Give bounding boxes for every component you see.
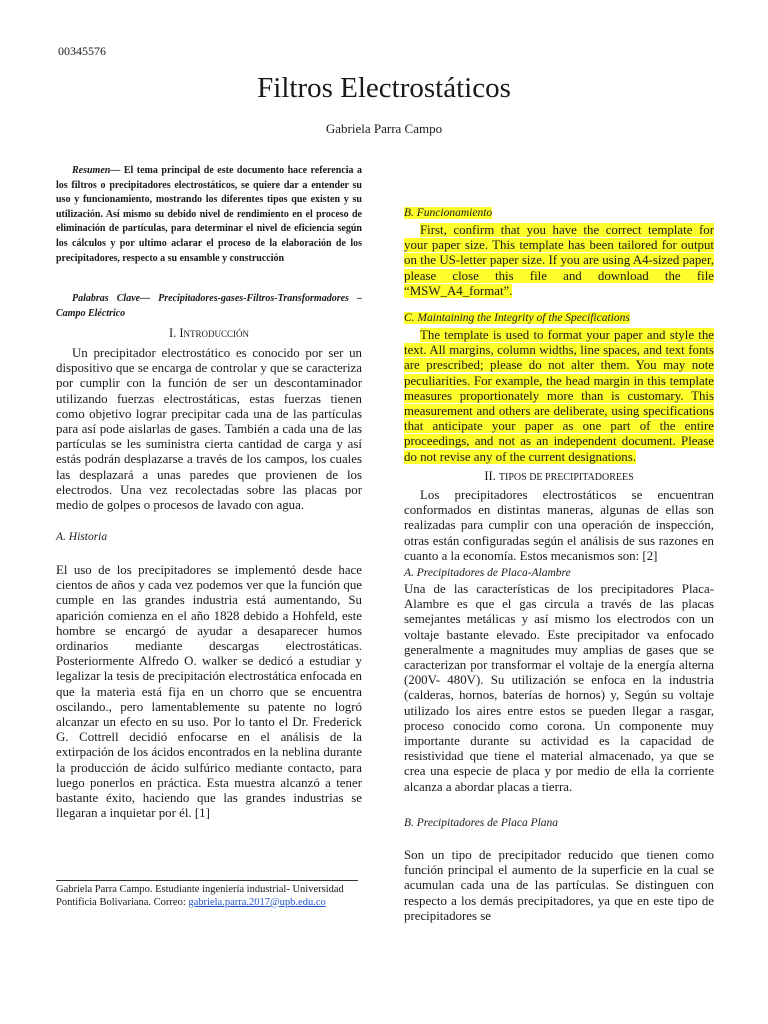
footnote (56, 884, 362, 909)
footnote-text: Gabriela Parra Campo. Estudiante ingeniería industrial- Universidad Pontificia Bolivariana. Correo: (56, 884, 344, 908)
document-id: 00345576 (58, 44, 106, 58)
section-heading (56, 326, 362, 341)
section-number: I. (168, 326, 177, 340)
section-title: Introducción (179, 326, 250, 340)
subsection-heading: A. Precipitadores de Placa-Alambre (404, 567, 571, 579)
paragraph: El uso de los precipitadores se implementó desde hace cientos de años y cada vez podemos ver que la función que cumple en las grandes industria está aumentando, Su aparición comienza en el año 1828 debido a Hohfeld, este hombre se encargó de ayudar a desaparecer humos ordinarios mediante descargas electrostáticas. Posteriormente Alfredo O. walker se dedicó a estudiar y legalizar la tesis de precipitación electrostática enfocada en que la materia está fija en un chorro que se encuentra oscilando., pero lamentablemente su patente no logró alcanzar un efecto en su uso. Por lo tanto el Dr. Frederick G. Cottrell decidió enfocarse en el análisis de la extirpación de los ácidos encontrados en la neblina durante la producción de ácido sulfúrico mediante contacto, para luego ponerlos en práctica. Esta muestra alcanzó a tener bastante éxito, haciendo que las grandes industrias se llegaran a inquietar por él. [1] (56, 563, 362, 821)
abstract (56, 164, 362, 266)
keywords (56, 292, 362, 321)
subsection-placa-alambre (404, 567, 714, 795)
subsection-heading: C. Maintaining the Integrity of the Specifications (404, 312, 630, 324)
subsection-heading: B. Funcionamiento (404, 207, 493, 219)
section-number: II. (484, 469, 496, 483)
section-tipos (404, 469, 714, 564)
paragraph: Un precipitador electrostático es conocido por ser un dispositivo que se encarga de controlar y que se caracteriza por cumplir con la función de ser un descontaminador utilizando fuerzas electrostáticas, estas fuerzas tienen como objetivo lograr precipitar cada una de las partículas para así pode aislarlas de gases. También a cada una de las partículas se les suministra cierta cantidad de carga y así estás podrán desplazarse a través de los campos, los cuales las desplazará a unas paredes que provienen de los electrodos. Una vez recolectadas sobre las placas por medio de golpes o procesos de lavado con agua. (56, 346, 362, 513)
abstract-text: El tema principal de este documento hace referencia a los filtros o precipitadores electrostáticos, se quiere dar a entender su uso y funcionamiento, mostrando los diferentes tipos que existen y su utilización. Así mismo su debido nivel de rendimiento en el proceso de eliminación de partículas, para determinar el nivel de eficiencia según los cálculos y por ultimo aclarar el proceso de la elaboración de los precipitadores, respecto a su ensamble y construcción (56, 165, 362, 264)
paragraph: Los precipitadores electrostáticos se encuentran conformados en distintas maneras, algunas de ellas son realizadas para cumplir con una operación de inspección, otras están configuradas según el análisis de sus razones en cuanto a la economía. Estos mecanismos son: [2] (404, 488, 714, 563)
keywords-text: Palabras Clave— Precipitadores-gases-Filtros-Transformadores –Campo Eléctrico (56, 293, 362, 319)
subsection-heading: A. Historia (56, 531, 108, 543)
section-title: TIPOS DE PRECIPITADOREES (498, 472, 634, 483)
paper-title: Filtros Electrostáticos (257, 72, 511, 104)
subsection-funcionamiento (404, 207, 714, 299)
paragraph: Una de las características de los precipitadores Placa-Alambre es que el gas circula a través de las placas semejantes metálicas y así mismo los electrodos con un voltaje bastante elevado. Este precipitador va enfocado generalmente a magnitudes muy amplias de gases que se caracterizan por transformar el voltaje de la energía alterna (200V- 480V). Su utilización se enfoca en la industria (calderas, hornos, baterías de hornos) y, Según su voltaje utilizado los aires entre estos se pueden llegar a rasgar, proceso conocido como corona. Un componente muy importante durante su actividad es la capacidad de resistividad que tiene el material almacenado, ya que se crea una especie de placa y por medio de ella la corriente alcanza a abordar placas a tierra. (404, 582, 714, 794)
subsection-integrity (404, 312, 714, 465)
footnote-divider (56, 880, 358, 881)
subsection-heading: B. Precipitadores de Placa Plana (404, 817, 559, 829)
paragraph: Son un tipo de precipitador reducido que tienen como función principal el aumento de la superficie en la cual se acumulan cada una de las partículas. Se distinguen con respecto a los demás precipitadores, ya que en este tipo de precipitadores se (404, 848, 714, 923)
abstract-lead: Resumen— (72, 165, 121, 176)
section-introduccion (56, 326, 362, 513)
subsection-placa-plana (404, 817, 714, 924)
email-link[interactable]: gabriela.parra.2017@upb.edu.co (188, 896, 326, 908)
section-heading (404, 469, 714, 484)
paragraph: The template is used to format your paper and style the text. All margins, column widths, line spaces, and text fonts are prescribed; please do not alter them. You may note peculiarities. For example, the head margin in this template measures proportionately more than is customary. This measurement and others are deliberate, using specifications that anticipate your paper as one part of the entire proceedings, and not as an independent document. Please do not revise any of the current designations. (404, 328, 714, 464)
paragraph: First, confirm that you have the correct template for your paper size. This template has been tailored for output on the US-letter paper size. If you are using A4-sized paper, please close this file and download the file “MSW_A4_format”. (404, 223, 714, 298)
subsection-historia (56, 531, 362, 821)
author-name: Gabriela Parra Campo (325, 121, 443, 136)
